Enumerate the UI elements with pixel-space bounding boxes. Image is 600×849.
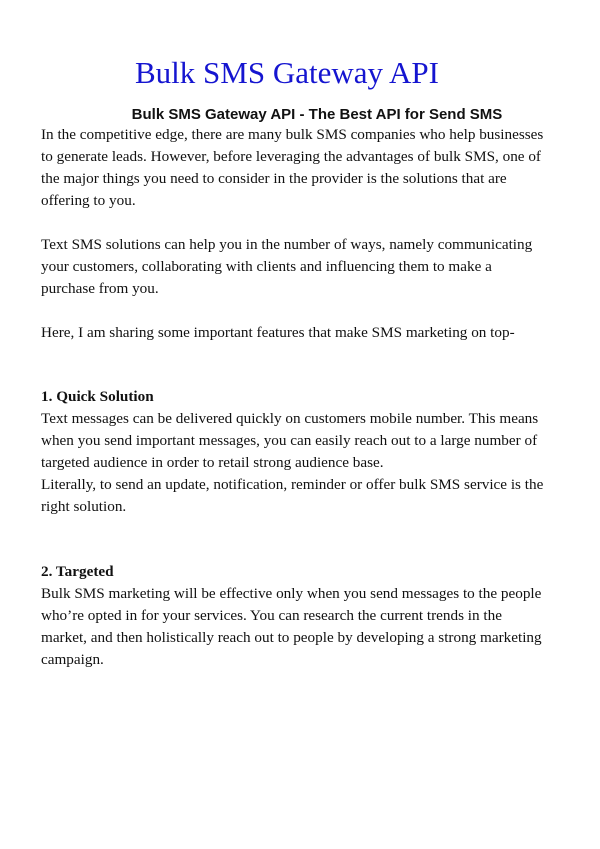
paragraph-3: Here, I am sharing some important features that make SMS marketing on top- (41, 324, 515, 341)
document-title: Bulk SMS Gateway API (135, 55, 439, 90)
section1-line-2: when you send important messages, you can easily reach out to a large number of (41, 432, 538, 449)
section2-line-2: who’re opted in for your services. You can research the current trends in the (41, 607, 502, 624)
para2-line-2: your customers, collaborating with clients and influencing them to make a (41, 258, 492, 275)
section2-line-3: market, and then holistically reach out to people by developing a strong marketing (41, 629, 542, 646)
section2-line-4: campaign. (41, 651, 104, 668)
section2-line-1: Bulk SMS marketing will be effective only when you send messages to the people (41, 585, 542, 602)
intro-line-3: the major things you need to consider in the provider is the solutions that are (41, 170, 507, 187)
section1-line-1: Text messages can be delivered quickly on customers mobile number. This means (41, 410, 539, 427)
section1-line-5: right solution. (41, 498, 127, 515)
section1-heading: 1. Quick Solution (41, 388, 154, 405)
section1-line-3: targeted audience in order to retail strong audience base. (41, 454, 384, 471)
para2-line-3: purchase from you. (41, 280, 159, 297)
intro-line-2: to generate leads. However, before leveraging the advantages of bulk SMS, one of (41, 148, 541, 165)
document-subtitle: Bulk SMS Gateway API - The Best API for Send SMS (131, 106, 503, 123)
intro-line-4: offering to you. (41, 192, 136, 209)
section2-heading: 2. Targeted (41, 563, 114, 580)
intro-line-1: In the competitive edge, there are many bulk SMS companies who help businesses (41, 126, 544, 143)
para2-line-1: Text SMS solutions can help you in the number of ways, namely communicating (41, 236, 533, 253)
section1-line-4: Literally, to send an update, notification, reminder or offer bulk SMS service is the (41, 476, 544, 493)
